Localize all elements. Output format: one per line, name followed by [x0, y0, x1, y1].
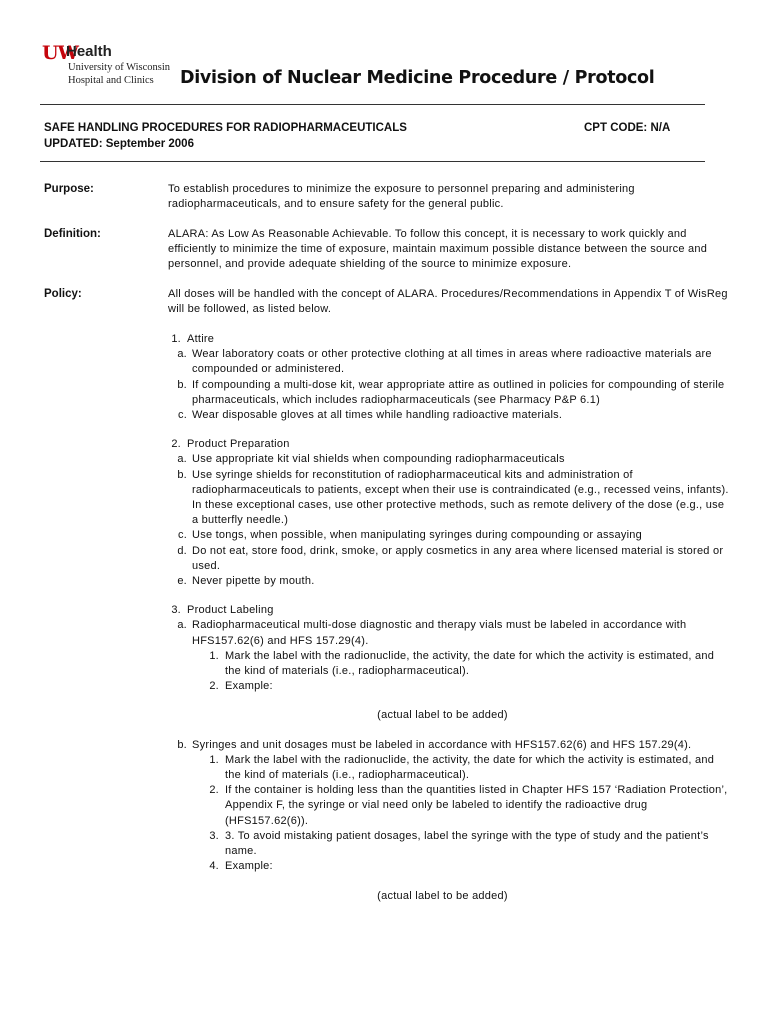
sub-sub-number: 2.	[209, 784, 219, 797]
sub-sub-item	[195, 679, 730, 694]
sub-item-text: Never pipette by mouth.	[192, 575, 315, 588]
sub-sub-number: 1.	[209, 649, 219, 662]
sub-sub-number: 4.	[209, 860, 219, 873]
list-item-title: Attire	[187, 333, 215, 345]
sub-letter: b.	[177, 378, 187, 391]
sub-letter: a.	[177, 348, 187, 361]
sub-sub-item	[195, 783, 730, 829]
sub-letter: a.	[177, 453, 187, 466]
procedure-list	[155, 332, 730, 918]
updated-date: UPDATED: September 2006	[44, 138, 194, 150]
list-number: 3.	[171, 604, 181, 617]
sub-letter: c.	[177, 409, 187, 422]
uw-health-logo	[42, 42, 171, 88]
sub-sub-text: Example:	[225, 860, 273, 873]
sub-letter: c.	[177, 529, 187, 542]
sub-letter: d.	[177, 544, 187, 557]
sub-sub-number: 3.	[209, 829, 219, 842]
sub-item-text: Wear disposable gloves at all times while handling radioactive materials.	[192, 409, 563, 422]
sub-item	[167, 378, 730, 408]
sub-item-text: Do not eat, store food, drink, smoke, or apply cosmetics in any area where licensed material is stored or used.	[192, 544, 724, 572]
sub-item-text: Use appropriate kit vial shields when compounding radiopharmaceuticals	[192, 453, 565, 466]
sub-item	[167, 347, 730, 377]
sub-item-text: Syringes and unit dosages must be labeled in accordance with HFS157.62(6) and HFS 157.29(4).	[192, 738, 692, 751]
sub-item-text: Use tongs, when possible, when manipulating syringes during compounding or assaying	[192, 529, 643, 542]
sub-sub-text: Mark the label with the radionuclide, the activity, the date for which the activity is estimated, and the kind of materials (i.e., radiopharmaceutical).	[225, 753, 715, 782]
purpose-text: To establish procedures to minimize the exposure to personnel preparing and administering radiopharmaceuticals, and to ensure safety for the general public.	[168, 183, 635, 211]
sub-sub-number: 1.	[209, 753, 219, 766]
sub-sub-text: Example:	[225, 680, 273, 693]
sub-item	[167, 452, 730, 467]
document-title: Division of Nuclear Medicine Procedure / Protocol	[180, 68, 655, 88]
list-number: 2.	[171, 438, 181, 451]
sub-sub-item	[195, 859, 730, 874]
sub-item-text: Wear laboratory coats or other protective clothing at all times in areas where radioactive materials are compounded or administered.	[192, 348, 712, 376]
cpt-code: CPT CODE: N/A	[584, 122, 671, 134]
sub-letter: e.	[177, 575, 187, 588]
sub-sub-item	[195, 829, 730, 859]
sub-item	[167, 468, 730, 529]
logo-org-line2: Hospital and Clinics	[68, 75, 154, 86]
policy-text: All doses will be handled with the concept of ALARA. Procedures/Recommendations in Appendix T of WisReg will be followed, as listed below.	[168, 288, 728, 316]
sub-letter: b.	[177, 468, 187, 481]
sub-sub-text: If the container is holding less than the quantities listed in Chapter HFS 157 ‘Radiation Protection’, Appendix F, the syringe or vial need only be labeled to identify the radioactive drug (HFS157.62(6)).	[225, 784, 728, 827]
sub-item	[167, 574, 730, 589]
header-divider-top	[40, 104, 705, 105]
sub-item-text: If compounding a multi-dose kit, wear appropriate attire as outlined in policies for compounding of sterile pharmaceuticals, which includes radiopharmaceuticals (see Pharmacy P&P 6.1)	[192, 378, 725, 406]
definition-label: Definition:	[44, 228, 101, 240]
sub-item-text: Use syringe shields for reconstitution of radiopharmaceutical kits and administration of radiopharmaceuticals to patients, except when their use is contraindicated (e.g., recessed veins, infants). In these exceptional cases, use other protective methods, such as remote delivery of the dose (e.g., use a butterfly needle.)	[192, 468, 729, 527]
sub-item	[167, 738, 730, 753]
sub-sub-text: 3. To avoid mistaking patient dosages, label the syringe with the type of study and the patient’s name.	[225, 829, 709, 858]
list-item-title: Product Labeling	[187, 604, 274, 617]
sub-sub-text: Mark the label with the radionuclide, the activity, the date for which the activity is estimated, and the kind of materials (i.e., radiopharmaceutical).	[225, 649, 715, 678]
sub-item	[167, 544, 730, 574]
logo-mark: UW	[42, 42, 78, 64]
sub-sub-item	[195, 753, 730, 783]
logo-org-line1: University of Wisconsin	[68, 62, 171, 73]
definition-text: ALARA: As Low As Reasonable Achievable. To follow this concept, it is necessary to work quickly and efficiently to minimize the time of exposure, maintain maximum possible distance between the source and personnel, and provide adequate shielding of the source to minimize exposure.	[168, 228, 708, 271]
label-placeholder: (actual label to be added)	[377, 709, 508, 722]
list-number: 1.	[171, 333, 181, 345]
header-divider-bottom	[40, 161, 705, 162]
list-item-preparation	[155, 437, 730, 452]
label-placeholder: (actual label to be added)	[377, 889, 508, 902]
list-item-attire	[155, 332, 730, 347]
policy-label: Policy:	[44, 288, 82, 300]
sub-item	[167, 618, 730, 648]
list-item-labeling	[155, 603, 730, 618]
sub-item	[167, 408, 730, 423]
purpose-label: Purpose:	[44, 183, 94, 195]
sub-sub-number: 2.	[209, 680, 219, 693]
sub-letter: a.	[177, 619, 187, 632]
sub-letter: b.	[177, 738, 187, 751]
sub-item-text: Radiopharmaceutical multi-dose diagnostic and therapy vials must be labeled in accordance with HFS157.62(6) and HFS 157.29(4).	[192, 619, 687, 647]
sub-item	[167, 528, 730, 543]
logo-name: Health	[66, 43, 112, 60]
sub-sub-item	[195, 649, 730, 679]
list-item-title: Product Preparation	[187, 438, 290, 451]
procedure-name: SAFE HANDLING PROCEDURES FOR RADIOPHARMACEUTICALS	[44, 122, 407, 134]
